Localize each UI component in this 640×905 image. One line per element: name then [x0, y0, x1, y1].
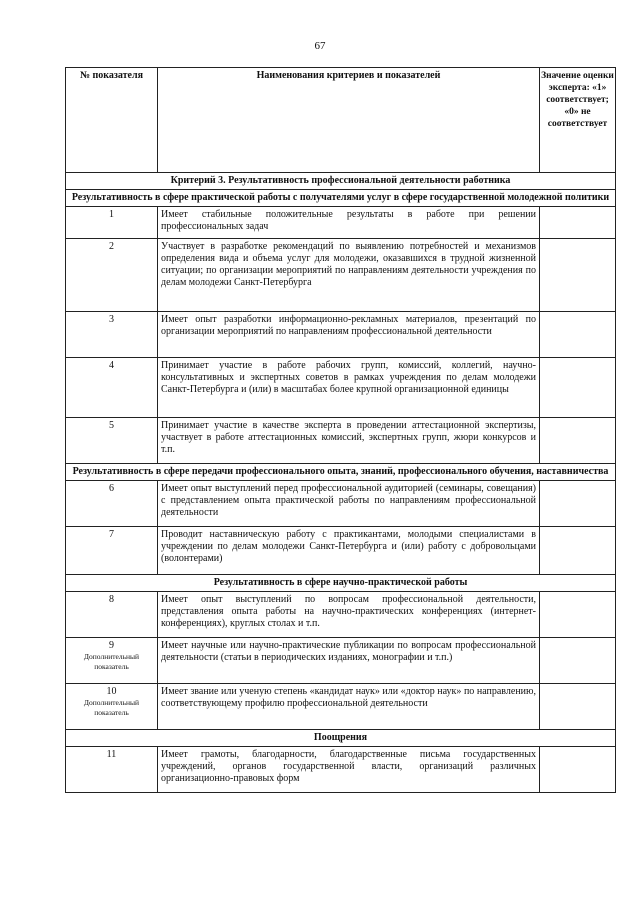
- table-row: [66, 747, 616, 793]
- row-text: Имеет опыт выступлений перед профессиональной аудиторией (семинары, совещания) с представлением опыта практической работы по направлениям профессиональной деятельности: [158, 481, 540, 527]
- header-criteria-name: Наименования критериев и показателей: [158, 68, 540, 173]
- section-title-scientific: Результативность в сфере научно-практической работы: [66, 575, 616, 592]
- row-number-note: Дополнительный показатель: [83, 652, 140, 671]
- row-value-cell[interactable]: [540, 481, 616, 527]
- row-number: 1: [66, 207, 158, 239]
- row-value-cell[interactable]: [540, 684, 616, 730]
- row-text: Принимает участие в работе рабочих групп, комиссий, коллегий, научно-консультативных и экспертных советов в рамках учреждения по делам молодежи Санкт-Петербурга и (или) в масштабах более крупной организационной единицы: [158, 358, 540, 418]
- section-title-practical: Результативность в сфере практической работы с получателями услуг в сфере государственной молодежной политики: [66, 190, 616, 207]
- row-value-cell[interactable]: [540, 312, 616, 358]
- row-text: Участвует в разработке рекомендаций по выявлению потребностей и механизмов определения вида и объема услуг для молодежи, оказавшихся в трудной жизненной ситуации; по организации мероприятий по направлениям деятельности учреждения по делам молодежи Санкт-Петербурга: [158, 239, 540, 312]
- row-value-cell[interactable]: [540, 358, 616, 418]
- section-row: [66, 575, 616, 592]
- row-text: Имеет грамоты, благодарности, благодарственные письма государственных учреждений, органов государственной власти, организаций различных организационно-правовых форм: [158, 747, 540, 793]
- criteria-table: [65, 67, 616, 793]
- table-row: [66, 239, 616, 312]
- section-row: [66, 190, 616, 207]
- table-row: [66, 684, 616, 730]
- table-row: [66, 638, 616, 684]
- row-number: 8: [66, 592, 158, 638]
- row-number: 6: [66, 481, 158, 527]
- table-row: [66, 481, 616, 527]
- section-title-mentoring: Результативность в сфере передачи профессионального опыта, знаний, профессионального обучения, наставничества: [66, 464, 616, 481]
- row-number: 3: [66, 312, 158, 358]
- row-text: Имеет опыт выступлений по вопросам профессиональной деятельности, представления опыта работы на научно-практических конференциях (интернет-конференциях), круглых столах и т.п.: [158, 592, 540, 638]
- row-number: [66, 638, 158, 684]
- row-value-cell[interactable]: [540, 207, 616, 239]
- table-row: [66, 418, 616, 464]
- criterion-row: [66, 173, 616, 190]
- row-value-cell[interactable]: [540, 239, 616, 312]
- row-number: 5: [66, 418, 158, 464]
- row-number: 7: [66, 527, 158, 575]
- table-row: [66, 527, 616, 575]
- section-row: [66, 730, 616, 747]
- table-row: [66, 312, 616, 358]
- row-number-note: Дополнительный показатель: [83, 698, 140, 717]
- row-text: Принимает участие в качестве эксперта в проведении аттестационной экспертизы, участвует в работе аттестационных комиссий, экспертных групп, жюри конкурсов и т.п.: [158, 418, 540, 464]
- section-title-awards: Поощрения: [66, 730, 616, 747]
- page-number: 67: [314, 40, 326, 52]
- row-value-cell[interactable]: [540, 592, 616, 638]
- section-row: [66, 464, 616, 481]
- row-number: 2: [66, 239, 158, 312]
- row-text: Имеет научные или научно-практические публикации по вопросам профессиональной деятельности (статьи в периодических изданиях, монографии и т.п.): [158, 638, 540, 684]
- row-number: 4: [66, 358, 158, 418]
- row-value-cell[interactable]: [540, 747, 616, 793]
- header-number: № показателя: [66, 68, 158, 173]
- row-text: Имеет звание или ученую степень «кандидат наук» или «доктор наук» по направлению, соответствующему профилю профессиональной деятельности: [158, 684, 540, 730]
- row-text: Проводит наставническую работу с практикантами, молодыми специалистами в учреждении по делам молодежи Санкт-Петербурга и (или) работу с добровольцами (волонтерами): [158, 527, 540, 575]
- row-number-value: 10: [106, 686, 117, 697]
- criterion-title: Критерий 3. Результативность профессиональной деятельности работника: [66, 173, 616, 190]
- row-text: Имеет опыт разработки информационно-рекламных материалов, презентаций по организации мероприятий по направлениям профессиональной деятельности: [158, 312, 540, 358]
- header-expert-value: Значение оценки эксперта: «1» соответствует; «0» не соответствует: [540, 68, 616, 173]
- table-row: [66, 592, 616, 638]
- row-value-cell[interactable]: [540, 527, 616, 575]
- table-row: [66, 358, 616, 418]
- table-header-row: [66, 68, 616, 173]
- row-value-cell[interactable]: [540, 418, 616, 464]
- row-value-cell[interactable]: [540, 638, 616, 684]
- row-number: [66, 684, 158, 730]
- table-row: [66, 207, 616, 239]
- row-text: Имеет стабильные положительные результаты в работе при решении профессиональных задач: [158, 207, 540, 239]
- row-number-value: 9: [109, 640, 114, 651]
- row-number: 11: [66, 747, 158, 793]
